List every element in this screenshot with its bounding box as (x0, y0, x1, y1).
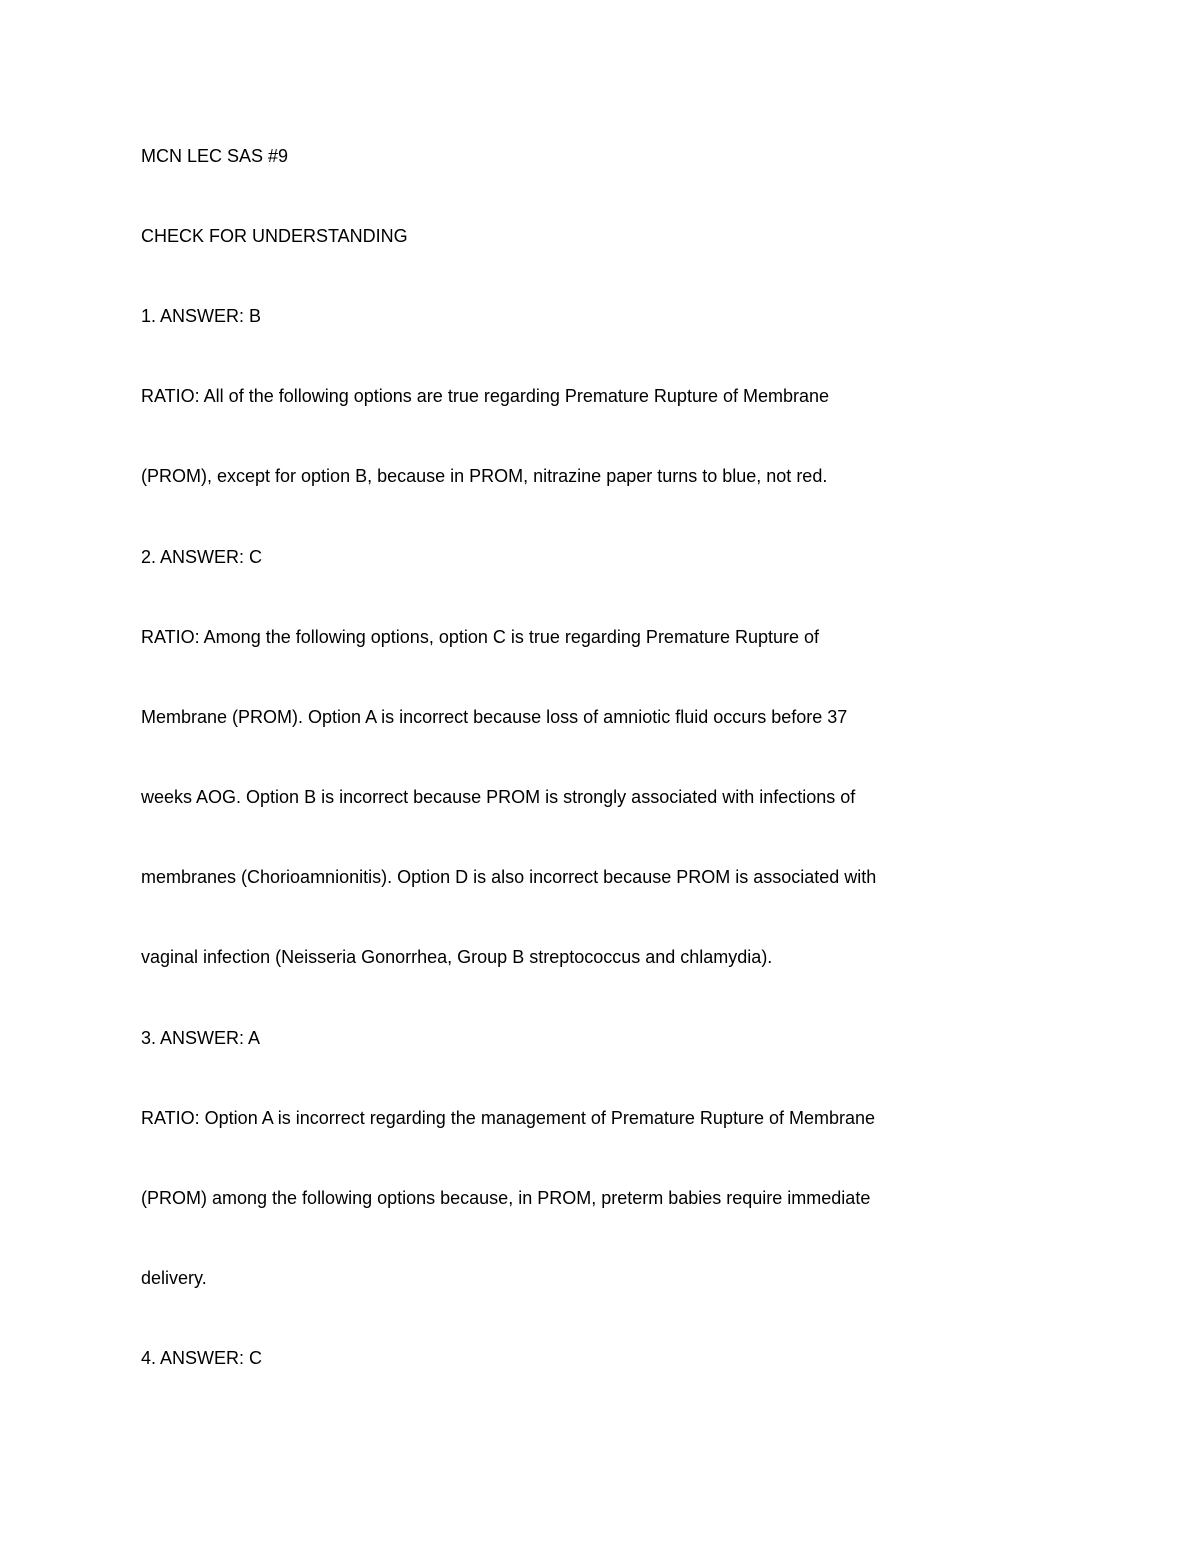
ratio-2-line-4: membranes (Chorioamnionitis). Option D is also incorrect because PROM is associated with (141, 867, 877, 887)
ratio-3-line-2: (PROM) among the following options because, in PROM, preterm babies require immediate (141, 1188, 871, 1208)
ratio-3-line-3: delivery. (141, 1268, 207, 1288)
ratio-2-line-3: weeks AOG. Option B is incorrect because PROM is strongly associated with infections of (141, 787, 856, 807)
ratio-2-line-5: vaginal infection (Neisseria Gonorrhea, Group B streptococcus and chlamydia). (141, 947, 773, 967)
document-title: MCN LEC SAS #9 (141, 146, 289, 166)
answer-4: 4. ANSWER: C (141, 1348, 263, 1368)
ratio-1-line-1: RATIO: All of the following options are true regarding Premature Rupture of Membrane (141, 386, 830, 406)
ratio-2-line-1: RATIO: Among the following options, option C is true regarding Premature Rupture of (141, 627, 820, 647)
ratio-1-line-2: (PROM), except for option B, because in PROM, nitrazine paper turns to blue, not red. (141, 466, 828, 486)
answer-3: 3. ANSWER: A (141, 1028, 261, 1048)
section-heading: CHECK FOR UNDERSTANDING (141, 226, 408, 246)
answer-2: 2. ANSWER: C (141, 547, 263, 567)
ratio-3-line-1: RATIO: Option A is incorrect regarding the management of Premature Rupture of Membrane (141, 1108, 876, 1128)
answer-1: 1. ANSWER: B (141, 306, 262, 326)
ratio-2-line-2: Membrane (PROM). Option A is incorrect because loss of amniotic fluid occurs before 37 (141, 707, 848, 727)
